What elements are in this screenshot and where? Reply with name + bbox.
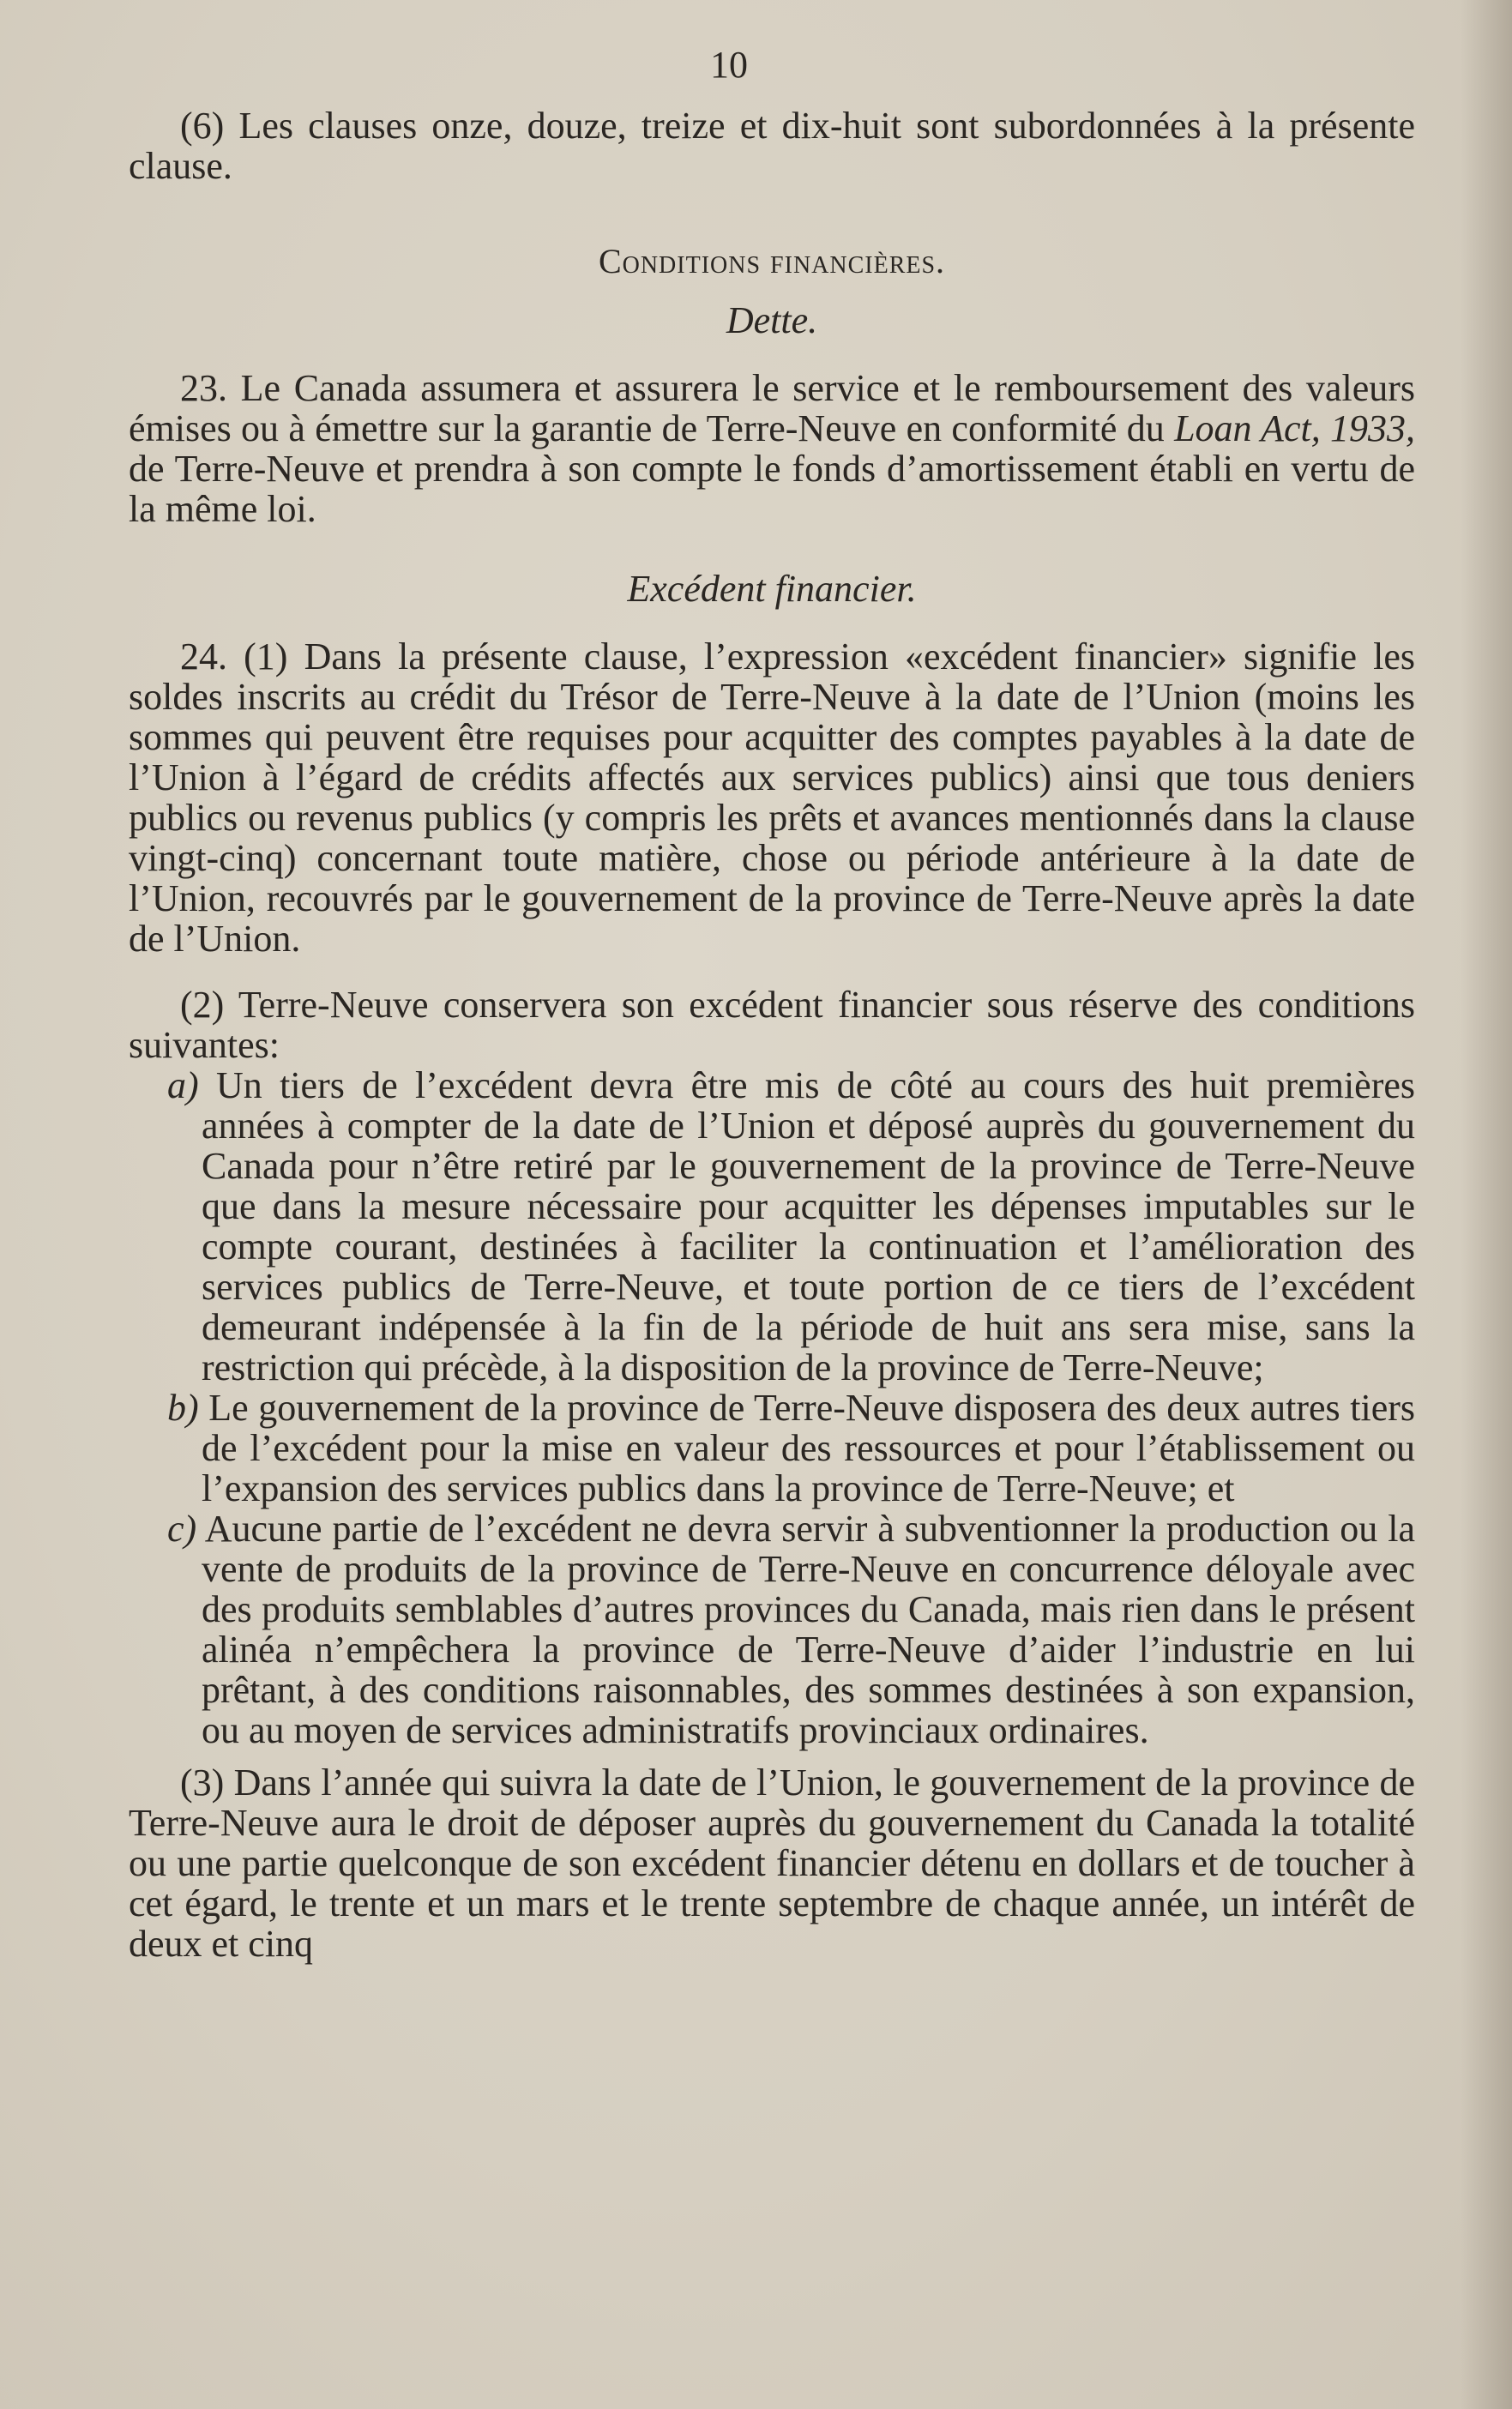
item-b-label: b) xyxy=(167,1387,199,1429)
clause-23-text-start: 23. Le Canada assumera et assurera le service et le remboursement des valeurs émises ou à émettre sur la garantie de Terre-Neuve en conformité du xyxy=(129,367,1415,449)
loan-act-title: Loan Act, 1933, xyxy=(1174,407,1416,449)
subheading-debt: Dette. xyxy=(726,299,818,341)
clause-24-item-c xyxy=(129,1509,1415,1750)
clause-23-text-end: de Terre-Neuve et prendra à son compte le fonds d’amortissement établi en vertu de la même loi. xyxy=(129,448,1415,530)
page-edge-shadow xyxy=(1461,0,1512,2409)
item-c-text: Aucune partie de l’excédent ne devra servir à subventionner la production ou la vente de produits de la province de Terre-Neuve en concurrence déloyale avec des produits semblables d’autres provinces du Canada, mais rien dans le présent alinéa n’empêchera la province de Terre-Neuve d’aider l’industrie en lui prêtant, à des conditions raisonnables, des sommes destinées à son expansion, ou au moyen de services administratifs provinciaux ordinaires. xyxy=(202,1508,1415,1751)
clause-23-paragraph xyxy=(129,368,1415,529)
subheading-financial-surplus: Excédent financier. xyxy=(627,568,917,610)
item-c-label: c) xyxy=(167,1508,197,1550)
item-a-label: a) xyxy=(167,1064,199,1106)
page-number: 10 xyxy=(710,44,748,86)
item-a-text: Un tiers de l’excédent devra être mis de côté au cours des huit premières années à compter de la date de l’Union et déposé auprès du gouvernement du Canada pour n’être retiré par le gouvernement de la province de Terre-Neuve que dans la mesure nécessaire pour acquitter les dépenses imputables sur le compte courant, destinées à faciliter la continuation et l’amélioration des services publics de Terre-Neuve, et toute portion de ce tiers de l’excédent demeurant indépensée à la fin de la période de huit ans sera mise, sans la restriction qui précède, à la disposition de la province de Terre-Neuve; xyxy=(202,1064,1416,1388)
clause-24-item-b xyxy=(129,1388,1415,1509)
clause-24-paragraph-1: 24. (1) Dans la présente clause, l’expression «excédent financier» signifie les soldes inscrits au crédit du Trésor de Terre-Neuve à la date de l’Union (moins les sommes qui peuvent être requises pour acquitter des comptes payables à la date de l’Union à l’égard de crédits affectés aux services publics) ainsi que tous deniers publics ou revenus publics (y compris les prêts et avances mentionnés dans la clause vingt-cinq) concernant toute matière, chose ou période antérieure à la date de l’Union, recouvrés par le gouvernement de la province de Terre-Neuve après la date de l’Union. xyxy=(129,635,1415,960)
clause-22-paragraph-6: (6) Les clauses onze, douze, treize et dix-huit sont subordonnées à la présente clause. xyxy=(129,105,1415,187)
section-heading-financial-conditions: Conditions financières. xyxy=(598,242,946,280)
page-content xyxy=(129,43,1415,1964)
clause-24-paragraph-2: (2) Terre-Neuve conservera son excédent financier sous réserve des conditions suivantes: xyxy=(129,984,1415,1066)
item-b-text: Le gouvernement de la province de Terre-Neuve disposera des deux autres tiers de l’excédent pour la mise en valeur des ressources et pour l’établissement ou l’expansion des services publics dans la province de Terre-Neuve; et xyxy=(202,1387,1415,1509)
clause-24-paragraph-3: (3) Dans l’année qui suivra la date de l’Union, le gouvernement de la province de Terre-Neuve aura le droit de déposer auprès du gouvernement du Canada la totalité ou une partie quelconque de son excédent financier détenu en dollars et de toucher à cet égard, le trente et un mars et le trente septembre de chaque année, un intérêt de deux et cinq xyxy=(129,1762,1415,1965)
clause-24-item-a xyxy=(129,1065,1415,1388)
